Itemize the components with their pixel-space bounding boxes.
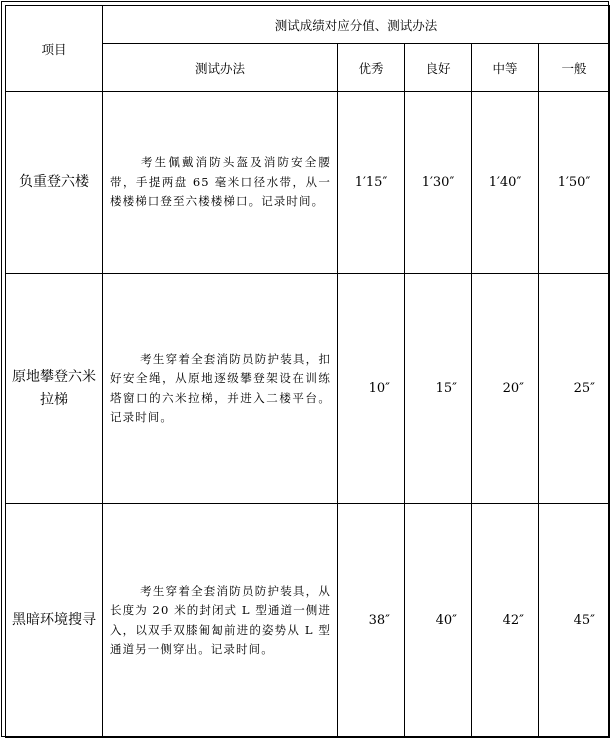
- score-average: 1′50″: [539, 92, 610, 274]
- score-average: 45″: [539, 504, 610, 738]
- score-medium: 42″: [472, 504, 539, 738]
- row-method: [103, 504, 338, 738]
- header-method: 测试办法: [103, 44, 338, 92]
- score-excellent: 38″: [338, 504, 405, 738]
- table-row: [6, 274, 610, 504]
- header-grade-medium: 中等: [472, 44, 539, 92]
- scoring-table: [5, 5, 610, 738]
- header-grade-good: 良好: [405, 44, 472, 92]
- score-excellent: 1′15″: [338, 92, 405, 274]
- row-method-text: 考生穿着全套消防员防护装具，从长度为 20 米的封闭式 L 型通道一侧进入，以双手双膝匍匐前进的姿势从 L 型通道另一侧穿出。记录时间。: [110, 583, 331, 656]
- table-frame: [1, 1, 609, 737]
- header-grade-excellent: 优秀: [338, 44, 405, 92]
- header-grade-average: 一般: [539, 44, 610, 92]
- score-average: 25″: [539, 274, 610, 504]
- score-medium: 20″: [472, 274, 539, 504]
- score-good: 15″: [405, 274, 472, 504]
- score-medium: 1′40″: [472, 92, 539, 274]
- row-item: 负重登六楼: [6, 92, 103, 274]
- score-excellent: 10″: [338, 274, 405, 504]
- table-row: [6, 92, 610, 274]
- row-item: 原地攀登六米拉梯: [6, 274, 103, 504]
- row-method: [103, 274, 338, 504]
- header-group-title: 测试成绩对应分值、测试办法: [103, 6, 610, 44]
- row-method-text: 考生穿着全套消防员防护装具，扣好安全绳，从原地逐级攀登架设在训练塔窗口的六米拉梯，并进入二楼平台。记录时间。: [110, 351, 331, 424]
- row-method: [103, 92, 338, 274]
- row-item: 黑暗环境搜寻: [6, 504, 103, 738]
- table-row: [6, 504, 610, 738]
- score-good: 40″: [405, 504, 472, 738]
- header-row-1: [6, 6, 610, 44]
- row-method-text: 考生佩戴消防头盔及消防安全腰带，手提两盘 65 毫米口径水带，从一楼楼梯口登至六楼楼梯口。记录时间。: [110, 155, 331, 209]
- header-item: 项目: [6, 6, 103, 92]
- score-good: 1′30″: [405, 92, 472, 274]
